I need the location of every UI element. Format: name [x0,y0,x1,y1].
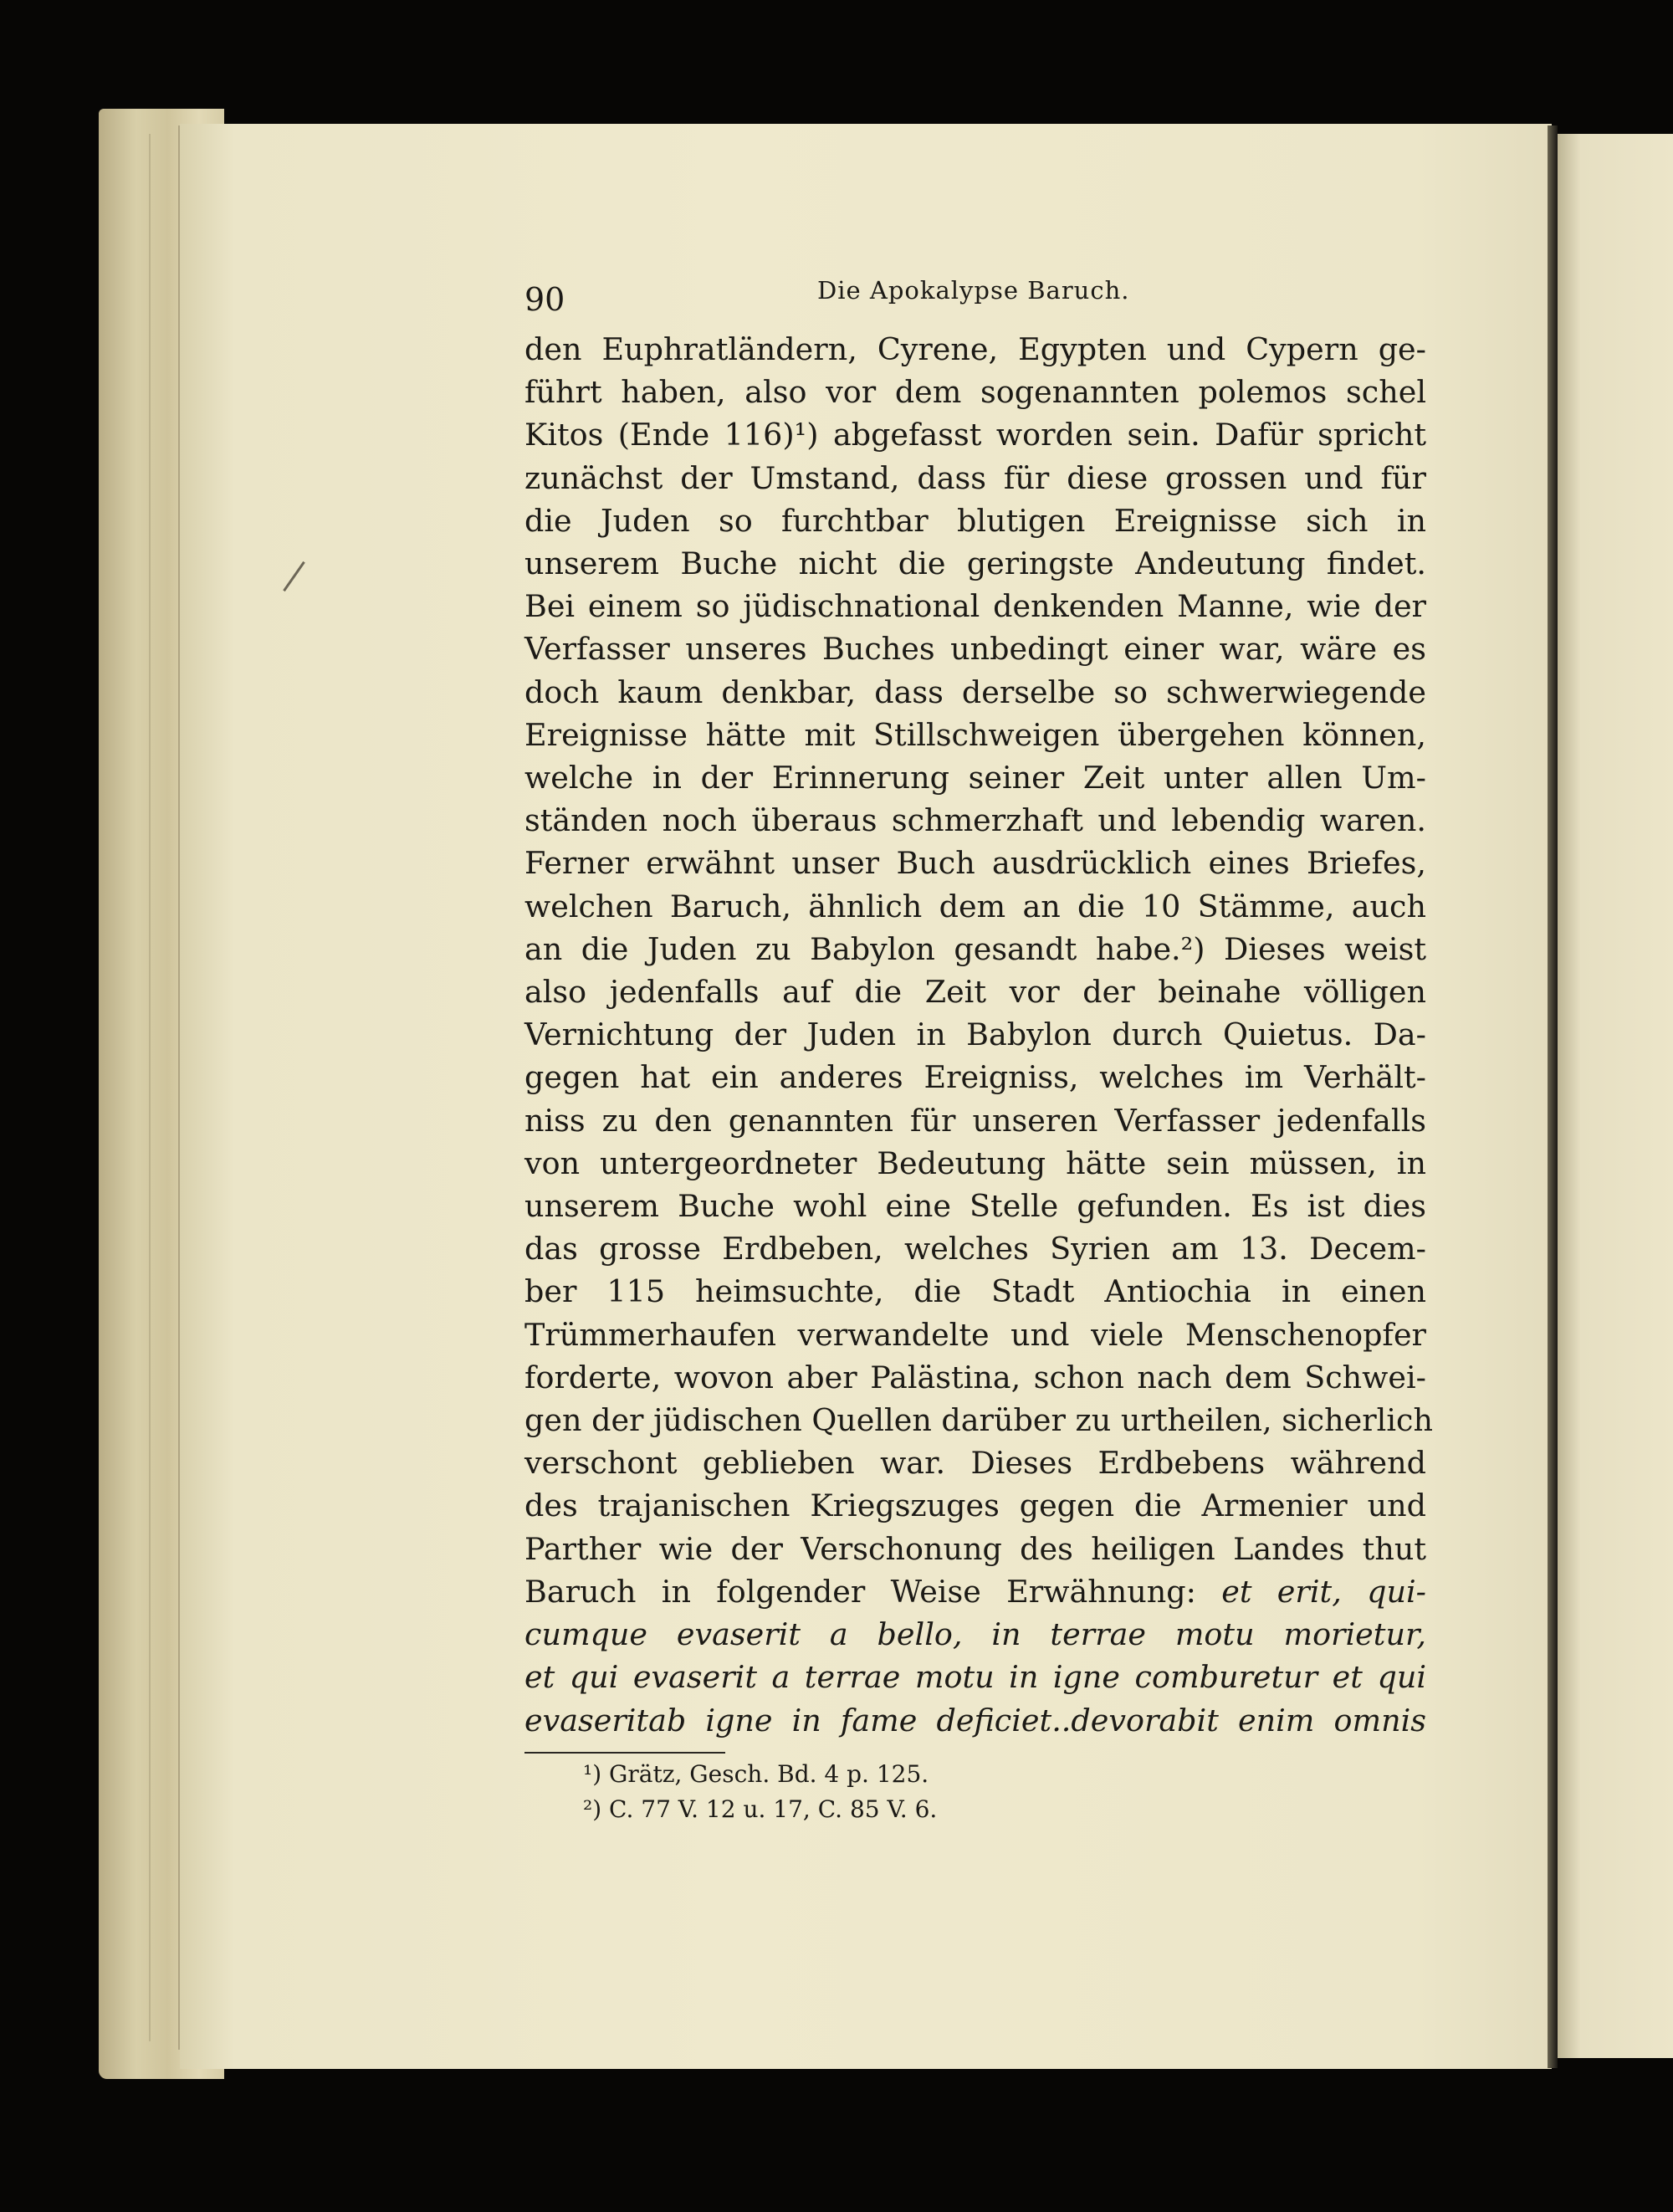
text-line: an die Juden zu Babylon gesandt habe.²) Dieses weist [524,930,1426,967]
body-text [524,328,1433,1742]
text-line: gegen hat ein anderes Ereigniss, welches im Verhält- [524,1059,1426,1096]
text-line: Kitos (Ende 116)¹) abgefasst worden sein. Dafür spricht [524,417,1426,453]
text-line: Trümmerhaufen verwandelte und viele Menschenopfer [524,1316,1426,1353]
text-line: ständen noch überaus schmerzhaft und lebendig waren. [524,802,1426,839]
text-line: welche in der Erinnerung seiner Zeit unter allen Um- [524,760,1426,796]
text-line: das grosse Erdbeben, welches Syrien am 13. Decem- [524,1231,1426,1267]
text-line: des trajanischen Kriegszuges gegen die Armenier und [524,1487,1426,1524]
footnote-rule [524,1752,725,1754]
page-header [524,276,1426,326]
text-line: also jedenfalls auf die Zeit vor der beinahe völligen [524,974,1426,1011]
latin-quote-line: evaseritab igne in fame deficiet..devorabit enim omnis [524,1702,1426,1738]
text-roman: Baruch in folgender Weise Erwähnung: [524,1573,1222,1610]
text-line: die Juden so furchtbar blutigen Ereignisse sich in [524,502,1426,539]
text-line: Bei einem so jüdischnational denkenden Manne, wie der [524,588,1426,625]
page-number: 90 [524,281,565,318]
latin-quote-line: cumque evaserit a bello, in terrae motu morietur, [524,1616,1426,1653]
text-line: den Euphratländern, Cyrene, Egypten und Cypern ge- [524,331,1426,367]
text-line: doch kaum denkbar, dass derselbe so schwerwiegende [524,673,1426,710]
text-line: Ferner erwähnt unser Buch ausdrücklich eines Briefes, [524,845,1426,882]
text-line: unserem Buche nicht die geringste Andeutung findet. [524,545,1426,582]
running-head: Die Apokalypse Baruch. [817,276,1130,305]
text-line: niss zu den genannten für unseren Verfasser jedenfalls [524,1102,1426,1139]
text-line: führt haben, also vor dem sogenannten polemos schel [524,374,1426,411]
footnotes [524,1757,1426,1827]
text-line: Vernichtung der Juden in Babylon durch Quietus. Da- [524,1016,1426,1053]
text-line: gen der jüdischen Quellen darüber zu urtheilen, sicherlich [524,1402,1433,1439]
facing-page-edge [1558,134,1673,2058]
latin-quote: et erit, qui- [1221,1573,1426,1610]
text-line: zunächst der Umstand, dass für diese grossen und für [524,459,1426,496]
text-line-mixed [524,1570,1426,1613]
text-line: welchen Baruch, ähnlich dem an die 10 Stämme, auch [524,888,1426,924]
gutter-shadow [1548,125,1558,2068]
text-line: unserem Buche wohl eine Stelle gefunden. Es ist dies [524,1188,1426,1225]
text-line: forderte, wovon aber Palästina, schon nach dem Schwei- [524,1359,1426,1395]
text-line: ber 115 heimsuchte, die Stadt Antiochia in einen [524,1273,1426,1310]
footnote: ¹) Grätz, Gesch. Bd. 4 p. 125. [583,1759,929,1788]
footnote: ²) C. 77 V. 12 u. 17, C. 85 V. 6. [583,1795,938,1823]
text-line: von untergeordneter Bedeutung hätte sein müssen, in [524,1144,1426,1181]
text-line: Verfasser unseres Buches unbedingt einer war, wäre es [524,631,1426,668]
latin-quote-line: et qui evaserit a terrae motu in igne comburetur et qui [524,1659,1426,1696]
text-line: verschont geblieben war. Dieses Erdbebens während [524,1445,1426,1482]
text-line: Parther wie der Verschonung des heiligen Landes thut [524,1530,1426,1567]
page-content [524,276,1433,1827]
text-line: Ereignisse hätte mit Stillschweigen übergehen können, [524,716,1426,753]
